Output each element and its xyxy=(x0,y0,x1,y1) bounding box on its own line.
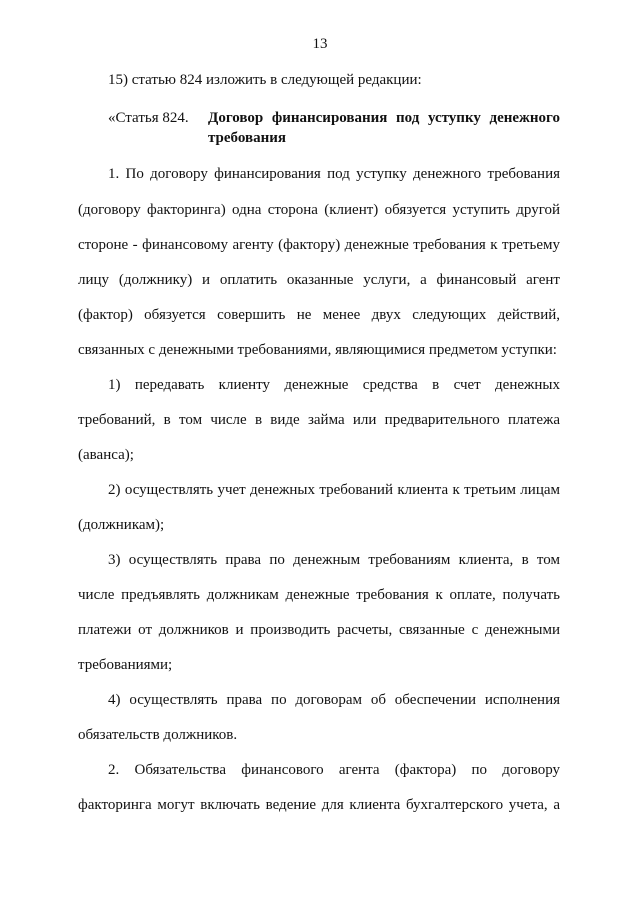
paragraph-line: (фактор) обязуется совершить не менее двух следующих действий, xyxy=(78,307,560,323)
list-item-line: числе предъявлять должникам денежные требования к оплате, получать xyxy=(78,587,560,603)
paragraph-line: стороне - финансовому агенту (фактору) денежные требования к третьему xyxy=(78,237,560,253)
list-item-line: 3) осуществлять права по денежным требованиям клиента, в том xyxy=(108,552,560,568)
list-item-line: 1) передавать клиенту денежные средства в счет денежных xyxy=(108,377,560,393)
article-title xyxy=(208,108,560,148)
paragraph-line: факторинга могут включать ведение для клиента бухгалтерского учета, а xyxy=(78,797,560,813)
list-item-line: 2) осуществлять учет денежных требований клиента к третьим лицам xyxy=(108,482,560,498)
list-item-line: платежи от должников и производить расчеты, связанные с денежными xyxy=(78,622,560,638)
page-number: 13 xyxy=(312,36,328,52)
paragraph-line: лицу (должнику) и оплатить оказанные услуги, а финансовый агент xyxy=(78,272,560,288)
list-item-line: 4) осуществлять права по договорам об обеспечении исполнения xyxy=(108,692,560,708)
paragraph-line: 2. Обязательства финансового агента (фактора) по договору xyxy=(108,762,560,778)
list-item-line: (аванса); xyxy=(78,447,134,463)
list-item-line: (должникам); xyxy=(78,517,165,533)
article-title-line: Договор финансирования под уступку денежного xyxy=(208,110,560,126)
paragraph-line: связанных с денежными требованиями, являющимися предметом уступки: xyxy=(78,342,557,358)
list-item-line: обязательств должников. xyxy=(78,727,238,743)
paragraph-line: (договору факторинга) одна сторона (клиент) обязуется уступить другой xyxy=(78,202,560,218)
list-item-line: требований, в том числе в виде займа или предварительного платежа xyxy=(78,412,560,428)
intro-line: 15) статью 824 изложить в следующей редакции: xyxy=(108,72,422,88)
paragraph-line: 1. По договору финансирования под уступку денежного требования xyxy=(108,166,560,182)
article-title-line: требования xyxy=(208,130,286,146)
article-label: «Статья 824. xyxy=(108,110,189,126)
list-item-line: требованиями; xyxy=(78,657,173,673)
